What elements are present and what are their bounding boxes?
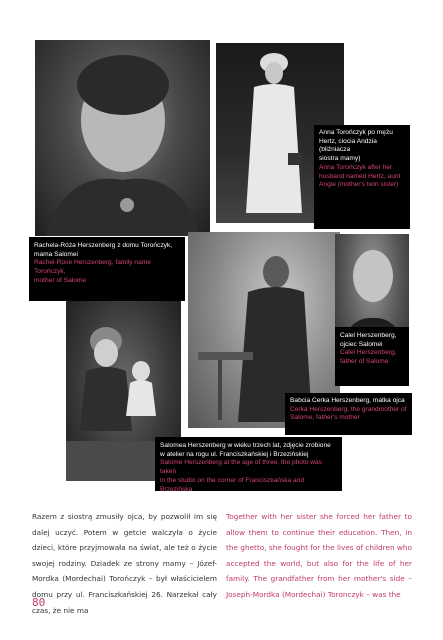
caption-rachela	[29, 237, 185, 301]
caption-anna-polish: Anna Torończyk po mężu Hertz, ciocia Andzia (bliźniacza siostra mamy)	[319, 129, 393, 163]
paragraph-polish: Razem z siostrą zmusiły ojca, by pozwolił im się dalej uczyć. Potem w getcie walczyła o życie dzieci, które przyjmowała na świat, ale też o życie swojej rodziny. Dziadek ze strony mamy – Józef-Mordka (Mordechai) Torończyk – był właścicielem domu przy ul. Franciszkańskiej 26. Narzekał cały czas, że nie ma	[32, 512, 217, 615]
caption-babcia-english: Cerka Herszenberg, the grandmother of Salome, father's mother	[290, 405, 407, 422]
caption-salomea-english: Salome Herszenberg at the age of three, the photo was taken in the studio on the corner of Franciszkańska and Brzezińska	[160, 459, 323, 493]
caption-babcia	[285, 393, 412, 435]
caption-anna-english: Anna Torończyk after her husband named Hertz, aunt Angie (mother's twin sister)	[319, 163, 401, 189]
caption-rachela-polish: Rachela-Róża Herszenberg z domu Torończyk, mama Salomei	[34, 242, 173, 258]
caption-calel-english: Calel Herszenberg, father of Salome	[340, 349, 397, 366]
portrait-silhouette-rachela	[35, 40, 210, 236]
caption-anna	[314, 125, 410, 229]
body-text-english	[226, 509, 412, 603]
caption-salomea-polish: Salomea Herszenberg w wieku trzech lat, zdjęcie zrobione w atelier na rogu ul. Franciszkańskiej i Brzezińskiej	[160, 442, 331, 458]
photo-rachela-portrait	[35, 40, 210, 236]
caption-salomea	[155, 437, 342, 491]
body-text-polish	[32, 509, 217, 618]
caption-calel	[335, 327, 409, 386]
caption-babcia-polish: Babcia Cerka Herszenberg, matka ojca	[290, 397, 405, 404]
paragraph-english: Together with her sister she forced her father to allow them to continue their education. Then, in the ghetto, she fought for the lives of children who accepted the world, but also for the life of her family. The grandfather from her mother's side – Joseph-Mordka (Mordechai) Toronczyk – was the	[226, 512, 412, 599]
page-number: 80	[32, 596, 46, 609]
caption-calel-polish: Calel Herszenberg, ojciec Salomei	[340, 332, 397, 348]
caption-rachela-english: Rachel-Rose Herszenberg, family name Torończyk, mother of Salome	[34, 259, 151, 284]
